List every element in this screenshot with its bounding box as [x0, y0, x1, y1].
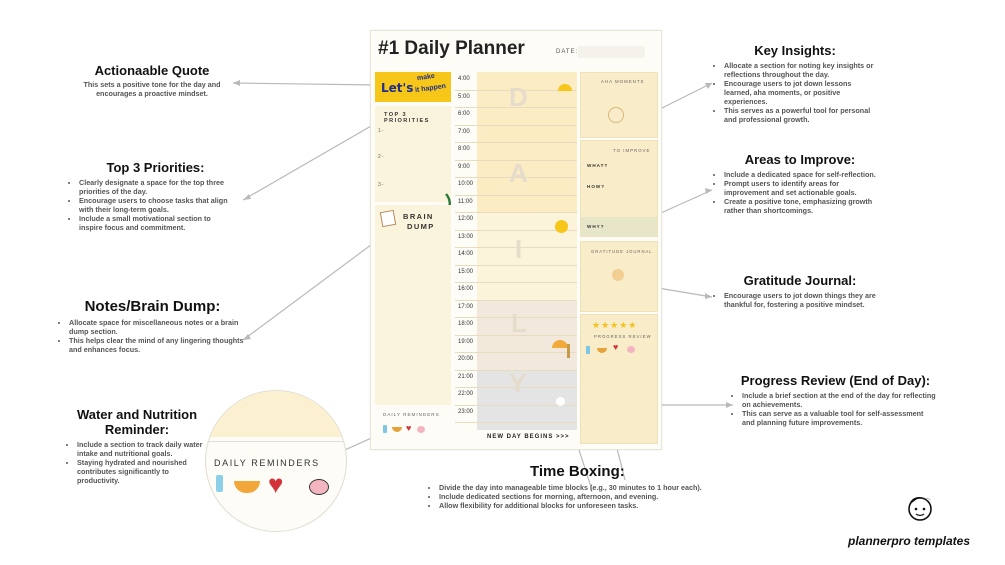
watermark-y: Y — [509, 368, 527, 398]
time-column — [455, 72, 577, 440]
annotation-brain-dump-title: Notes/Brain Dump: — [84, 298, 221, 315]
aha-label: AHA MOMENTS — [601, 79, 645, 84]
hour-row[interactable] — [455, 125, 577, 144]
annotation-improve-bullet: • Prompt users to identify areas for improvement and set actionable goals. — [724, 179, 885, 197]
umbrella-icon — [567, 344, 570, 358]
annotation-brain-dump-bullet: • Allocate space for miscellaneous notes or a brain dump section. — [69, 318, 245, 336]
heart-icon: ♥ — [406, 423, 412, 433]
sunrise-icon — [558, 84, 572, 91]
hour-label: 9:00 — [458, 163, 470, 170]
annotation-brain-dump-bullet: • This helps clear the mind of any lingering thoughts and enhances focus. — [69, 336, 245, 354]
priorities-box — [375, 106, 451, 202]
annotation-water-title-2: Reminder: — [104, 422, 170, 437]
zoom-reminders-label: DAILY REMINDERS — [214, 458, 320, 468]
annotation-progress-bullet: • This can serve as a valuable tool for self-assessment and planning future improvements. — [742, 409, 938, 427]
annotation-priorities-bullet: • Clearly designate a space for the top three priorities of the day. — [79, 178, 235, 196]
date-field[interactable] — [578, 46, 645, 58]
progress-brain-icon — [627, 346, 635, 353]
reminders-zoom-circle — [205, 390, 347, 532]
gratitude-card — [580, 241, 658, 312]
hour-row[interactable] — [455, 405, 577, 424]
zoom-water-icon — [216, 475, 223, 492]
zoom-divider — [206, 441, 346, 442]
annotation-priorities-title: Top 3 Priorities: — [106, 160, 205, 175]
smiley-icon — [608, 107, 624, 123]
progress-food-icon — [597, 348, 607, 353]
hour-label: 6:00 — [458, 111, 470, 117]
to-improve-label: TO IMPROVE — [613, 148, 651, 153]
hour-label: 23:00 — [458, 408, 474, 415]
brain-icon — [417, 426, 425, 433]
annotation-improve-title: Areas to Improve: — [744, 152, 856, 167]
annotation-water-bullet: • Include a section to track daily water intake and nutritional goals. — [77, 440, 206, 458]
annotation-improve-bullet: • Include a dedicated space for self-reflection. — [724, 170, 885, 179]
annotation-quote-text: This sets a positive tone for the day and encourages a proactive mindset. — [83, 80, 221, 98]
annotation-time-boxing-bullet: • Divide the day into manageable time blocks (e.g., 30 minutes to 1 hour each). — [439, 483, 730, 492]
hour-label: 12:00 — [458, 216, 474, 222]
progress-review-card — [580, 314, 658, 444]
hour-row[interactable] — [455, 195, 577, 214]
date-label: DATE: — [556, 49, 579, 55]
priority-2[interactable]: 2- — [378, 154, 385, 160]
hour-label: 14:00 — [458, 251, 474, 257]
brain-dump-label-1: BRAIN — [403, 212, 434, 221]
hour-label: 5:00 — [458, 93, 470, 100]
annotation-improve — [715, 152, 885, 215]
sun-icon — [555, 220, 568, 233]
annotation-quote — [72, 63, 232, 98]
hour-label: 7:00 — [458, 128, 470, 135]
annotation-insights-title: Key Insights: — [754, 43, 836, 58]
watermark-d: D — [509, 82, 528, 112]
progress-water-icon — [586, 346, 590, 354]
hour-label: 11:00 — [458, 198, 473, 205]
annotation-time-boxing — [430, 463, 730, 510]
annotation-insights-bullet: • Allocate a section for noting key insights or reflections throughout the day. — [724, 61, 875, 79]
hour-label: 21:00 — [458, 373, 474, 380]
quote-text-happen: it happen — [414, 82, 447, 95]
annotation-brain-dump — [60, 298, 245, 354]
gratitude-label: GRATITUDE JOURNAL — [591, 249, 653, 254]
planner-title: #1 Daily Planner — [378, 38, 525, 59]
annotation-progress-title: Progress Review (End of Day): — [740, 373, 931, 388]
annotation-time-boxing-bullet: • Allow flexibility for additional blocks for unforeseen tasks. — [439, 501, 730, 510]
zoom-heart-icon: ♥ — [268, 469, 284, 499]
priorities-label: TOP 3 PRIORITIES — [384, 112, 430, 124]
annotation-insights-bullet: • This serves as a powerful tool for personal and professional growth. — [724, 106, 875, 124]
notepad-icon — [380, 210, 396, 227]
zoom-brain-icon — [309, 479, 329, 495]
annotation-gratitude — [715, 273, 885, 309]
annotation-gratitude-title: Gratitude Journal: — [743, 273, 857, 288]
hour-row[interactable] — [455, 265, 577, 284]
hour-label: 20:00 — [458, 356, 474, 362]
watermark-l: L — [511, 308, 527, 338]
quote-text-make: make — [416, 72, 436, 83]
daily-reminders-label: DAILY REMINDERS — [383, 412, 440, 417]
what-label[interactable]: WHAT? — [587, 163, 609, 168]
annotation-water-title-1: Water and Nutrition — [76, 407, 198, 422]
to-improve-card — [580, 140, 658, 237]
priority-1[interactable]: 1- — [378, 128, 385, 134]
annotation-priorities — [70, 160, 235, 232]
quote-banner — [375, 72, 451, 102]
priority-3[interactable]: 3- — [378, 182, 385, 188]
hour-label: 17:00 — [458, 303, 474, 310]
watermark-a: A — [509, 158, 528, 188]
water-bottle-icon — [383, 425, 387, 433]
daily-reminders-box — [375, 408, 451, 444]
hour-label: 15:00 — [458, 268, 474, 275]
annotation-time-boxing-bullet: • Include dedicated sections for morning, afternoon, and evening. — [439, 492, 730, 501]
annotation-priorities-bullet: • Encourage users to choose tasks that align with their long-term goals. — [79, 196, 235, 214]
watermark-i: I — [515, 234, 523, 264]
gratitude-flower-icon — [612, 269, 624, 281]
brand-mascot-icon — [903, 490, 937, 524]
hour-label: 4:00 — [458, 76, 470, 82]
brain-dump-box — [375, 205, 451, 405]
annotation-priorities-bullet: • Include a small motivational section to inspire focus and commitment. — [79, 214, 235, 232]
annotation-gratitude-bullet: • Encourage users to jot down things they are thankful for, fostering a positive mindset. — [724, 291, 885, 309]
how-label[interactable]: HOW? — [587, 184, 606, 189]
annotation-insights-bullet: • Encourage users to jot down lessons learned, aha moments, or positive experiences. — [724, 79, 875, 106]
hour-label: 8:00 — [458, 146, 470, 152]
star-rating[interactable]: ★★★★★ — [592, 320, 638, 330]
annotation-insights — [715, 43, 875, 124]
annotation-improve-bullet: • Create a positive tone, emphasizing growth rather than shortcomings. — [724, 197, 885, 215]
brain-dump-label-2: DUMP — [407, 222, 435, 231]
zoom-food-icon — [234, 481, 260, 493]
why-label[interactable]: WHY? — [587, 224, 605, 229]
hour-label: 18:00 — [458, 321, 474, 327]
progress-label: PROGRESS REVIEW — [594, 334, 652, 339]
moon-icon — [556, 397, 565, 406]
hour-label: 16:00 — [458, 286, 474, 292]
zoom-top-band — [206, 391, 346, 437]
food-bowl-icon — [392, 427, 402, 432]
annotation-quote-title: Actionaable Quote — [94, 63, 210, 78]
annotation-water-bullet: • Staying hydrated and nourished contributes significantly to productivity. — [77, 458, 206, 485]
annotation-progress — [733, 373, 938, 427]
hour-label: 22:00 — [458, 391, 474, 397]
hour-label: 13:00 — [458, 233, 474, 240]
progress-heart-icon: ♥ — [613, 342, 619, 352]
annotation-time-boxing-title: Time Boxing: — [530, 463, 625, 480]
hour-label: 19:00 — [458, 338, 474, 345]
aha-moments-card — [580, 72, 658, 138]
brand-name: plannerpro templates — [848, 534, 971, 548]
annotation-water — [68, 407, 206, 485]
hour-label: 10:00 — [458, 181, 474, 187]
annotation-progress-bullet: • Include a brief section at the end of the day for reflecting on achievements. — [742, 391, 938, 409]
hour-row[interactable] — [455, 282, 577, 301]
new-day-text: NEW DAY BEGINS >>> — [487, 434, 570, 440]
quote-text-lets: Let's — [381, 81, 414, 95]
